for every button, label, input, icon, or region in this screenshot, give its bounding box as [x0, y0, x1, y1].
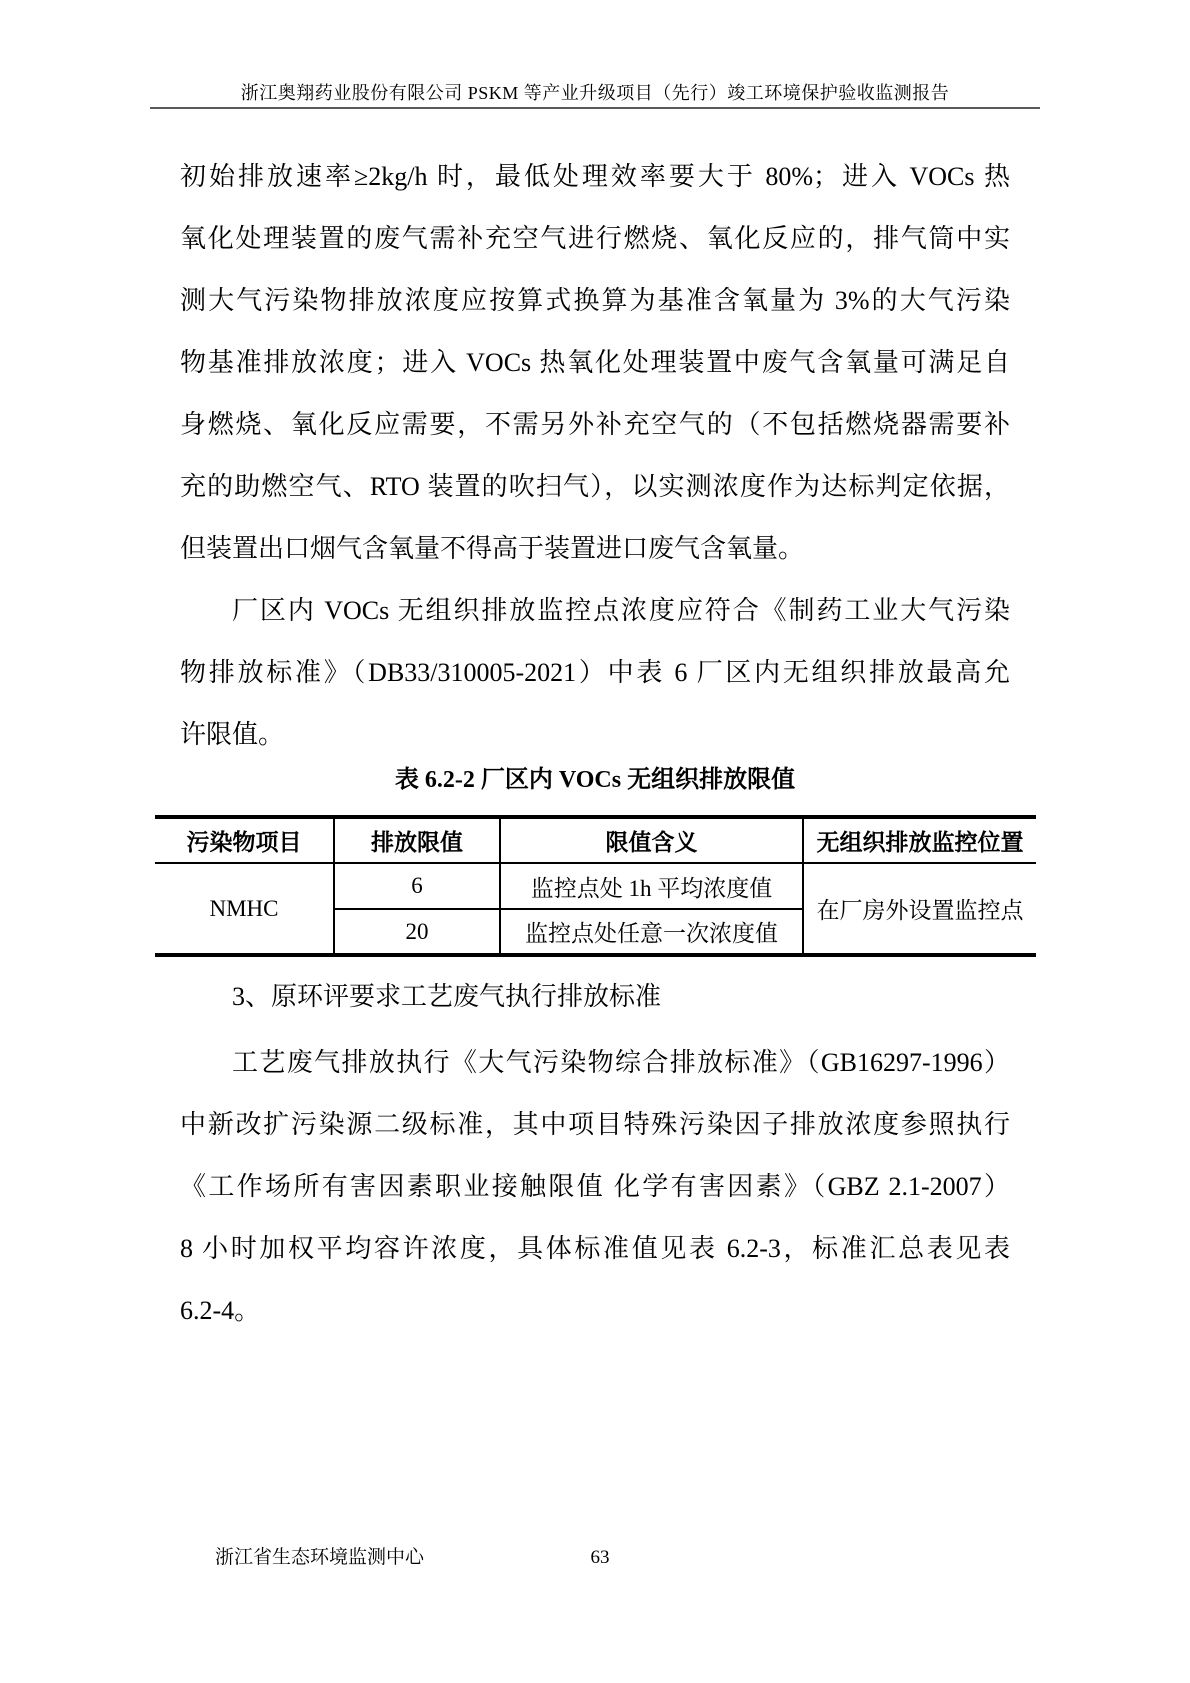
- paragraph: [180, 580, 1010, 766]
- footer-organization: 浙江省生态环境监测中心: [215, 1547, 425, 1568]
- text-line: 但装置出口烟气含氧量不得高于装置进口废气含氧量。: [180, 534, 805, 563]
- text-line: 许限值。: [180, 720, 285, 749]
- table-header-row: [155, 817, 1036, 863]
- limit-cell: 6: [334, 863, 500, 909]
- content-area: [180, 0, 1024, 1683]
- text-line: 初始排放速率≥2kg/h 时，最低处理效率要大于 80%；进入 VOCs 热: [180, 162, 1010, 191]
- location-cell: 在厂房外设置监控点: [803, 863, 1036, 955]
- table-caption: 表 6.2-2 厂区内 VOCs 无组织排放限值: [394, 767, 796, 793]
- footer-page-number: 63: [590, 1547, 610, 1568]
- text-line: 测大气污染物排放浓度应按算式换算为基准含氧量为 3%的大气污染: [180, 286, 1010, 315]
- column-header-limit: 排放限值: [334, 817, 500, 863]
- text-line: 氧化处理装置的废气需补充空气进行燃烧、氧化反应的，排气筒中实: [180, 224, 1010, 253]
- text-line: 厂区内 VOCs 无组织排放监控点浓度应符合《制药工业大气污染: [232, 596, 1010, 625]
- emission-limits-table-wrapper: [155, 815, 1036, 957]
- table-row: [155, 863, 1036, 909]
- text-line: 物排放标准》（DB33/310005-2021）中表 6 厂区内无组织排放最高允: [180, 658, 1010, 687]
- text-line: 《工作场所有害因素职业接触限值 化学有害因素》（GBZ 2.1-2007）: [180, 1172, 1010, 1201]
- column-header-location: 无组织排放监控位置: [803, 817, 1036, 863]
- text-line: 物基准排放浓度；进入 VOCs 热氧化处理装置中废气含氧量可满足自: [180, 348, 1010, 377]
- limit-cell: 20: [334, 909, 500, 955]
- text-line: 工艺废气排放执行《大气污染物综合排放标准》（GB16297-1996）: [232, 1048, 1010, 1077]
- emission-limits-table: [155, 815, 1036, 957]
- text-line: 8 小时加权平均容许浓度，具体标准值见表 6.2-3，标准汇总表见表: [180, 1234, 1010, 1263]
- paragraph: [180, 146, 1010, 580]
- pollutant-cell: NMHC: [209, 895, 279, 921]
- paragraph: [180, 1032, 1010, 1342]
- column-header-meaning: 限值含义: [500, 817, 803, 863]
- text-line: 6.2-4。: [180, 1296, 261, 1325]
- meaning-cell: 监控点处任意一次浓度值: [500, 909, 803, 955]
- column-header-pollutant: 污染物项目: [155, 817, 334, 863]
- meaning-cell: 监控点处 1h 平均浓度值: [500, 863, 803, 909]
- text-line: 身燃烧、氧化反应需要，不需另外补充空气的（不包括燃烧器需要补: [180, 410, 1010, 439]
- section-heading: 3、原环评要求工艺废气执行排放标准: [232, 982, 662, 1011]
- page-header-title: 浙江奥翔药业股份有限公司 PSKM 等产业升级项目（先行）竣工环境保护验收监测报告: [240, 83, 950, 103]
- text-line: 中新改扩污染源二级标准，其中项目特殊污染因子排放浓度参照执行: [180, 1110, 1010, 1139]
- text-line: 充的助燃空气、RTO 装置的吹扫气），以实测浓度作为达标判定依据，: [180, 472, 1010, 501]
